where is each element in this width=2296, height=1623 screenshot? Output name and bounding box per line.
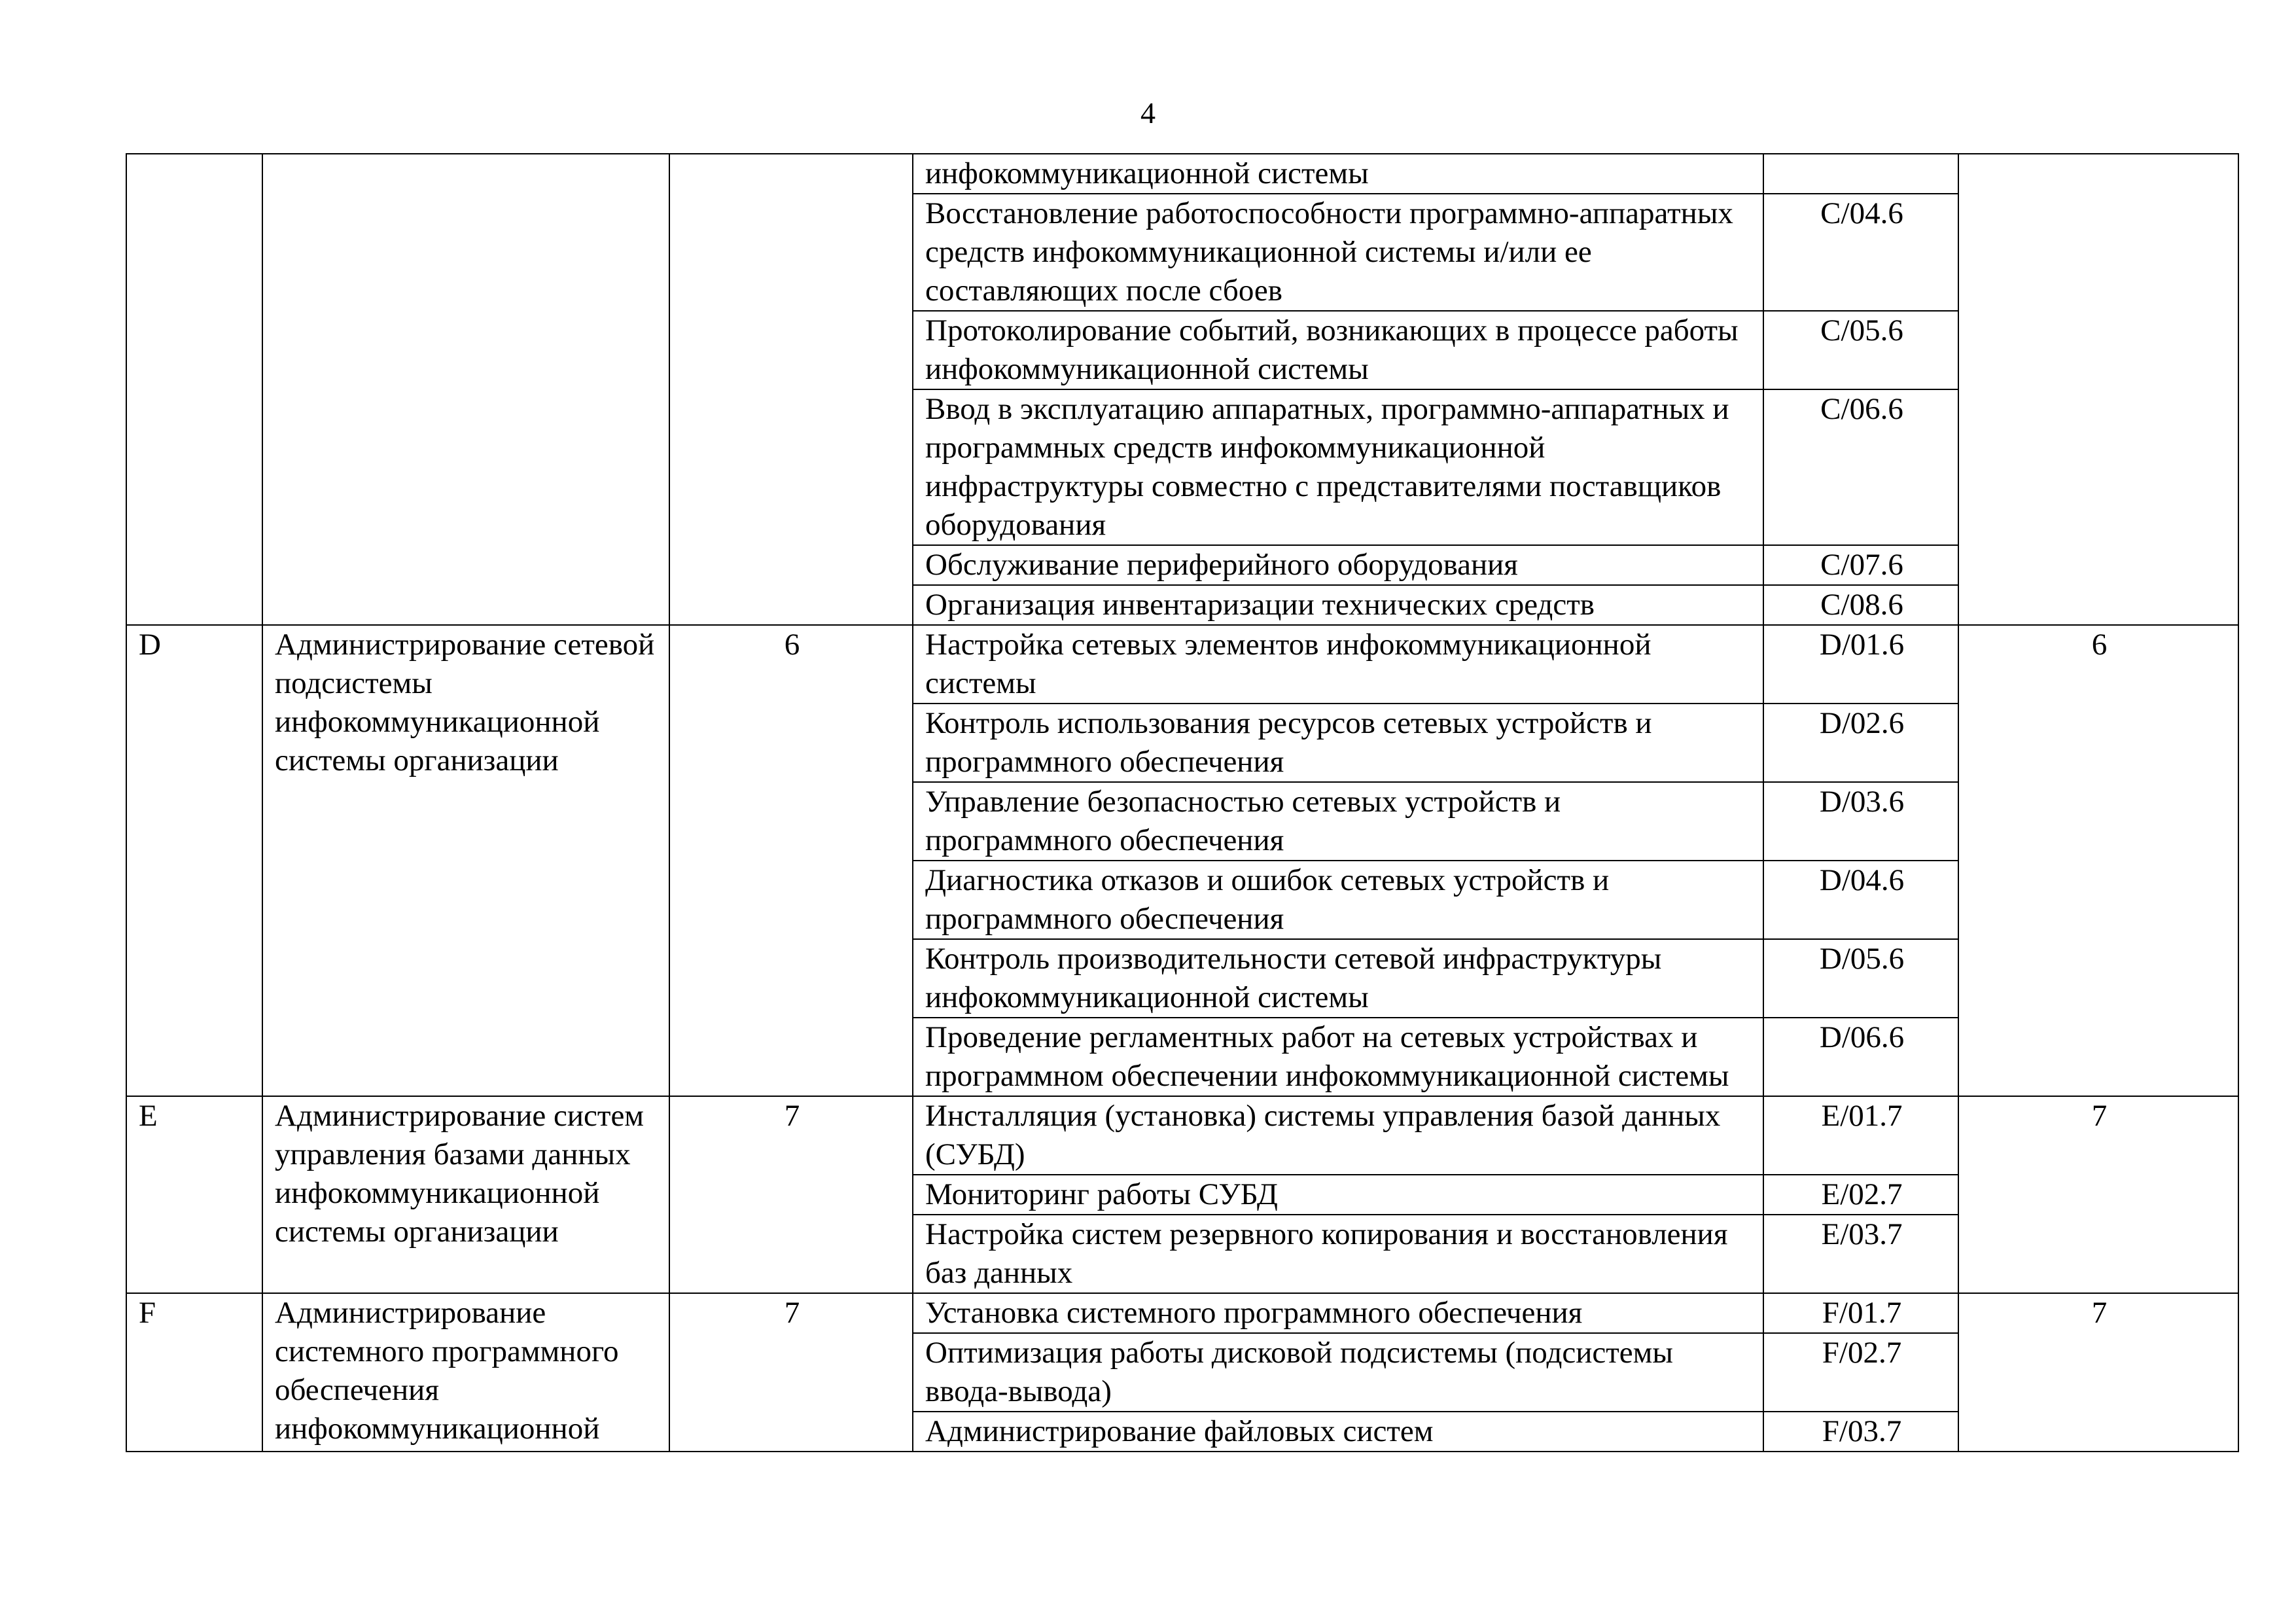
table-row	[126, 625, 2238, 704]
function-name: Проведение регламентных работ на сетевых устройствах и программном обеспечении инфокоммуникационной системы	[913, 1018, 1763, 1096]
sub-level: 7	[1958, 1293, 2238, 1452]
page-number: 4	[1140, 96, 1156, 130]
group-name: Администрирование систем управления базами данных инфокоммуникационной системы организации	[262, 1096, 669, 1293]
function-code: D/06.6	[1763, 1018, 1958, 1096]
function-name: Оптимизация работы дисковой подсистемы (подсистемы ввода-вывода)	[913, 1333, 1763, 1412]
function-code: D/05.6	[1763, 939, 1958, 1018]
function-name: Мониторинг работы СУБД	[913, 1175, 1763, 1215]
function-name: Инсталляция (установка) системы управления базой данных (СУБД)	[913, 1096, 1763, 1175]
function-name: Установка системного программного обеспечения	[913, 1293, 1763, 1333]
function-name: Протоколирование событий, возникающих в процессе работы инфокоммуникационной системы	[913, 311, 1763, 389]
group-level-cell	[669, 154, 913, 625]
group-name: Администрирование системного программного обеспечения инфокоммуникационной	[262, 1293, 669, 1452]
group-name: Администрирование сетевой подсистемы инфокоммуникационной системы организации	[262, 625, 669, 1096]
function-code: D/04.6	[1763, 861, 1958, 939]
table-row	[126, 154, 2238, 194]
function-code: E/02.7	[1763, 1175, 1958, 1215]
function-code: F/02.7	[1763, 1333, 1958, 1412]
function-code: C/06.6	[1763, 389, 1958, 545]
group-level: 6	[669, 625, 913, 1096]
function-name: Настройка систем резервного копирования и восстановления баз данных	[913, 1215, 1763, 1293]
function-code: D/03.6	[1763, 782, 1958, 861]
function-name: Ввод в эксплуатацию аппаратных, программно-аппаратных и программных средств инфокоммуникационной инфраструктуры совместно с представителями поставщиков оборудования	[913, 389, 1763, 545]
function-name: Обслуживание периферийного оборудования	[913, 545, 1763, 585]
function-code: C/05.6	[1763, 311, 1958, 389]
table-row	[126, 1293, 2238, 1333]
functions-table	[126, 153, 2239, 1452]
function-code: F/03.7	[1763, 1412, 1958, 1452]
group-code: E	[126, 1096, 262, 1293]
function-code: D/01.6	[1763, 625, 1958, 704]
function-name: Администрирование файловых систем	[913, 1412, 1763, 1452]
function-name: Организация инвентаризации технических средств	[913, 585, 1763, 625]
function-code: C/04.6	[1763, 194, 1958, 311]
group-level: 7	[669, 1293, 913, 1452]
function-code: E/03.7	[1763, 1215, 1958, 1293]
function-name: Диагностика отказов и ошибок сетевых устройств и программного обеспечения	[913, 861, 1763, 939]
group-level: 7	[669, 1096, 913, 1293]
function-name: Контроль использования ресурсов сетевых устройств и программного обеспечения	[913, 704, 1763, 782]
group-code: F	[126, 1293, 262, 1452]
function-name: Восстановление работоспособности программно-аппаратных средств инфокоммуникационной системы и/или ее составляющих после сбоев	[913, 194, 1763, 311]
function-name: инфокоммуникационной системы	[913, 154, 1763, 194]
function-code: E/01.7	[1763, 1096, 1958, 1175]
group-code: D	[126, 625, 262, 1096]
table-row	[126, 1096, 2238, 1175]
function-code	[1763, 154, 1958, 194]
function-name: Контроль производительности сетевой инфраструктуры инфокоммуникационной системы	[913, 939, 1763, 1018]
group-name-cell	[262, 154, 669, 625]
function-name: Настройка сетевых элементов инфокоммуникационной системы	[913, 625, 1763, 704]
function-name: Управление безопасностью сетевых устройств и программного обеспечения	[913, 782, 1763, 861]
sub-level: 7	[1958, 1096, 2238, 1293]
sub-level-cell	[1958, 154, 2238, 625]
function-code: D/02.6	[1763, 704, 1958, 782]
function-code: C/07.6	[1763, 545, 1958, 585]
function-code: C/08.6	[1763, 585, 1958, 625]
sub-level: 6	[1958, 625, 2238, 1096]
group-code-cell	[126, 154, 262, 625]
function-code: F/01.7	[1763, 1293, 1958, 1333]
